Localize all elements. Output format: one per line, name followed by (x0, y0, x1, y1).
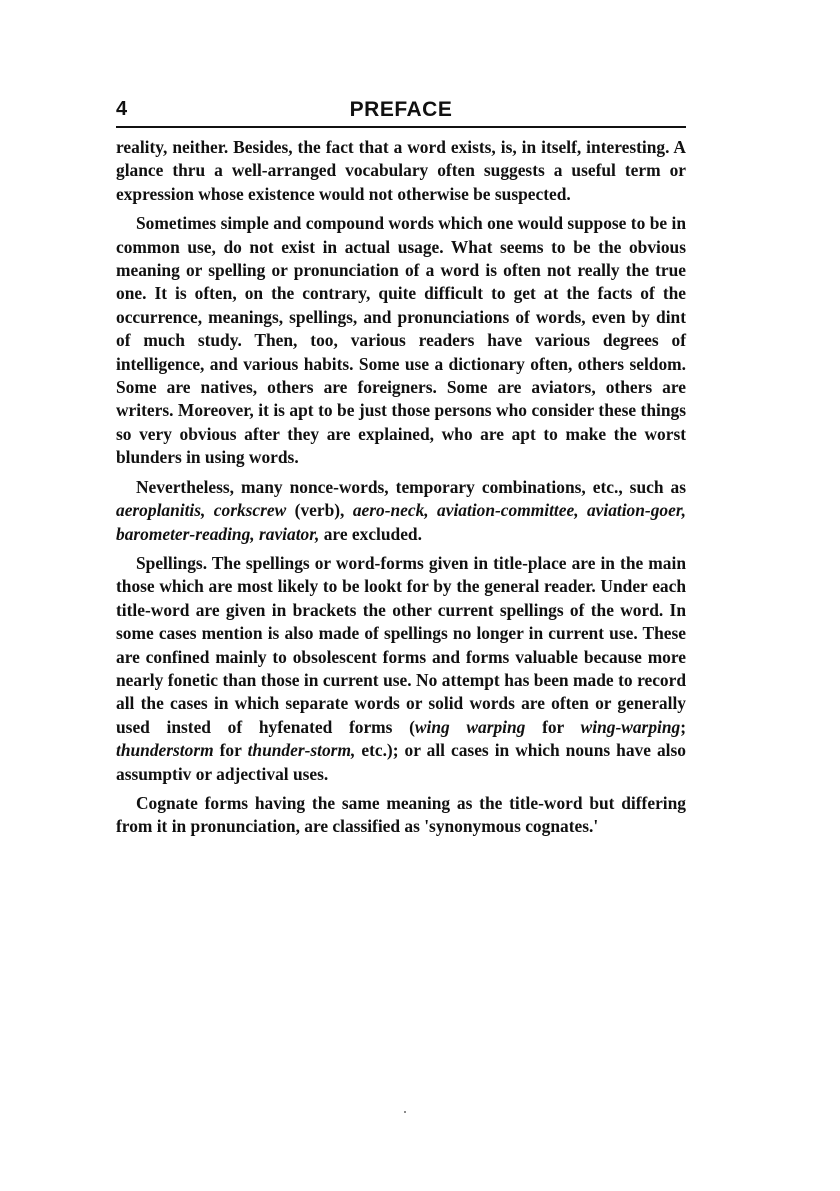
paragraph-text: The spellings or word-forms given in title-place are in the main those which are most likely to be lookt for by the general reader. Under each title-word are given in brackets the other current spellings of the word. In some cases mention is also made of spellings no longer in current use. These are confined mainly to obsolescent forms and forms valuable because more nearly fonetic than those in current use. No attempt has been made to record all the cases in which separate words or solid words are often or generally used insted of hyfenated forms ( (116, 552, 686, 737)
body-text (116, 136, 686, 839)
page (116, 96, 686, 845)
paragraph-text: are excluded. (323, 523, 422, 544)
paragraph-continued (116, 136, 686, 206)
paragraph-cognate-forms (116, 792, 686, 839)
paragraph-text: for (542, 716, 564, 737)
page-header (116, 96, 686, 128)
page-number: 4 (116, 98, 128, 120)
paragraph-text: Nevertheless, many nonce-words, temporary combinations, etc., such as (136, 476, 686, 497)
running-head-title: PREFACE (349, 98, 453, 121)
paragraph-nonce-words (116, 476, 686, 546)
paragraph-text: reality, neither. Besides, the fact that a word exists, is, in itself, interesting. A glance thru a well-arranged vocabulary often suggests a useful term or expression whose existence would not otherwise be suspected. (116, 137, 686, 204)
paragraph-text: for (219, 740, 242, 761)
paragraph-text: Cognate forms having the same meaning as the title-word but differing from it in pronunciation, are classified as 'synonymous cognates.' (116, 792, 686, 837)
paragraph-simple-compound-words (116, 212, 686, 469)
paragraph-text: etc.); or all cases in which nouns have also assumptiv or adjectival uses. (116, 740, 686, 784)
page-speck (404, 1111, 406, 1113)
example-term: thunder-storm, (247, 740, 356, 761)
example-term: thunderstorm (116, 740, 214, 761)
section-run-in-heading: Spellings. (136, 552, 208, 573)
example-term: wing warping (414, 716, 526, 737)
paragraph-text: (verb), (294, 500, 345, 521)
paragraph-text: Sometimes simple and compound words which one would suppose to be in common use, do not exist in actual usage. What seems to be the obvious meaning or spelling or pronunciation of a word is often not really the true one. It is often, on the contrary, quite difficult to get at the facts of the occurrence, meanings, spellings, and pronunciations of words, even by dint of much study. Then, too, various readers have various degrees of intelligence, and various habits. Some use a dictionary often, others seldom. Some are natives, others are foreigners. Some are aviators, others are writers. Moreover, it is apt to be just those persons who consider these things so very obvious after they are explained, who are apt to make the worst blunders in using words. (116, 213, 686, 468)
example-term: wing-warping (580, 716, 681, 737)
example-term: aeroplanitis, corkscrew (116, 500, 287, 521)
paragraph-text: ; (680, 716, 687, 737)
paragraph-spellings (116, 552, 686, 786)
example-term: aero-neck, aviation-committee, aviation-goer, barometer-reading, raviator, (116, 500, 686, 544)
